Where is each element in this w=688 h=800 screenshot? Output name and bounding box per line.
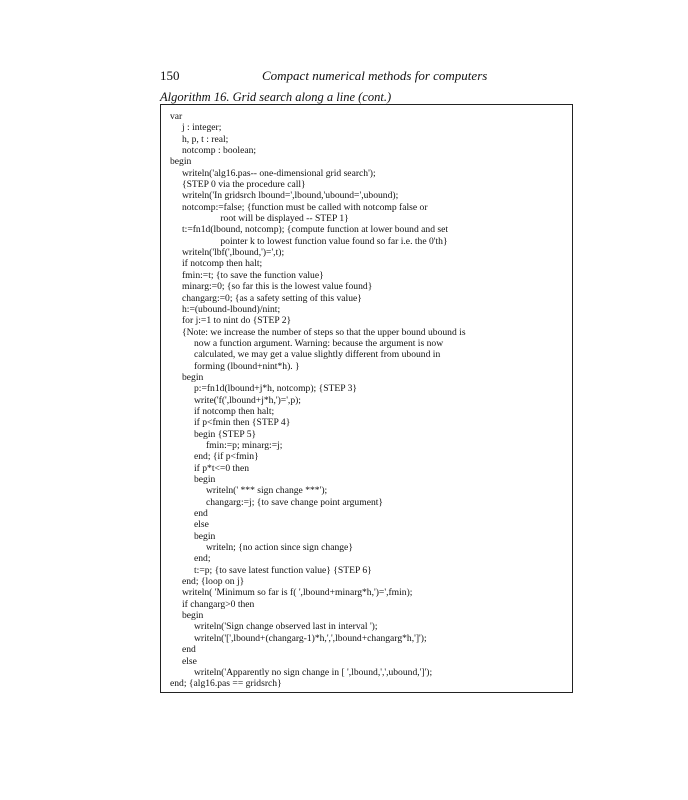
code-line: writeln('Sign change observed last in interval ');: [170, 621, 378, 633]
code-line: begin: [170, 156, 192, 168]
code-line: begin: [170, 474, 216, 485]
code-line: writeln(' *** sign change ***');: [170, 485, 328, 497]
algorithm-title: Algorithm 16. Grid search along a line (cont.): [160, 90, 392, 104]
code-line: if notcomp then halt;: [170, 405, 275, 417]
code-line: begin: [170, 610, 204, 622]
code-line: writeln('alg16.pas-- one-dimensional grid search');: [170, 167, 376, 179]
code-line: for j:=1 to nint do {STEP 2}: [170, 315, 292, 327]
code-line: if p*t<=0 then: [170, 462, 250, 474]
code-line: notcomp : boolean;: [170, 145, 257, 157]
code-line: h, p, t : real;: [170, 133, 229, 145]
page-number: 150: [160, 68, 180, 83]
code-line: end; {alg16.pas == gridsrch}: [170, 678, 282, 690]
code-listing: [170, 111, 568, 690]
code-line: root will be displayed -- STEP 1}: [170, 213, 349, 225]
code-line: end: [170, 508, 208, 520]
code-line: fmin:=p; minarg:=j;: [170, 439, 283, 451]
code-line: changarg:=j; {to save change point argument}: [170, 496, 384, 508]
code-listing-box: [160, 104, 573, 693]
code-line: writeln('In gridsrch lbound=',lbound,'ubound=',ubound);: [170, 190, 399, 202]
code-line: {STEP 0 via the procedure call}: [170, 179, 306, 191]
code-line: t:=fn1d(lbound, notcomp); {compute function at lower bound and set: [170, 224, 449, 236]
code-line: writeln('[',lbound+(changarg-1)*h,',',lbound+changarg*h,']');: [170, 632, 427, 644]
code-line: begin: [170, 371, 204, 383]
running-head: Compact numerical methods for computers: [262, 68, 488, 83]
code-line: calculated, we may get a value slightly different from ubound in: [170, 349, 441, 361]
code-line: var: [170, 111, 183, 122]
code-line: writeln( 'Minimum so far is f( ',lbound+minarg*h,')=',fmin);: [170, 587, 413, 599]
code-line: writeln; {no action since sign change}: [170, 542, 353, 554]
code-line: writeln('Apparently no sign change in [ ',lbound,',',ubound,']');: [170, 666, 433, 678]
code-line: now a function argument. Warning: because the argument is now: [170, 337, 444, 349]
code-line: end; {loop on j}: [170, 576, 245, 588]
code-line: p:=fn1d(lbound+j*h, notcomp); {STEP 3}: [170, 383, 358, 395]
code-line: end;: [170, 553, 211, 565]
code-line: begin: [170, 530, 216, 542]
code-line: forming (lbound+nint*h). }: [170, 360, 300, 372]
code-line: h:=(ubound-lbound)/nint;: [170, 303, 281, 315]
code-line: j : integer;: [170, 122, 222, 134]
code-line: minarg:=0; {so far this is the lowest value found}: [170, 281, 373, 293]
code-line: end; {if p<fmin}: [170, 451, 259, 463]
code-line: if changarg>0 then: [170, 598, 255, 610]
code-line: end: [170, 644, 196, 656]
code-line: else: [170, 655, 197, 667]
code-line: pointer k to lowest function value found so far i.e. the 0'th}: [170, 235, 448, 247]
code-line: t:=p; {to save latest function value} {STEP 6}: [170, 564, 372, 576]
code-line: changarg:=0; {as a safety setting of this value}: [170, 292, 362, 304]
code-line: write('f(',lbound+j*h,')=',p);: [170, 394, 301, 406]
code-line: if p<fmin then {STEP 4}: [170, 417, 291, 429]
code-line: if notcomp then halt;: [170, 258, 263, 270]
code-line: fmin:=t; {to save the function value}: [170, 269, 324, 281]
code-line: notcomp:=false; {function must be called with notcomp false or: [170, 201, 428, 213]
code-line: begin {STEP 5}: [170, 428, 257, 440]
code-line: else: [170, 519, 209, 531]
code-line: {Note: we increase the number of steps so that the upper bound ubound is: [170, 326, 466, 338]
code-line: writeln('lbf(',lbound,')=',t);: [170, 247, 285, 259]
